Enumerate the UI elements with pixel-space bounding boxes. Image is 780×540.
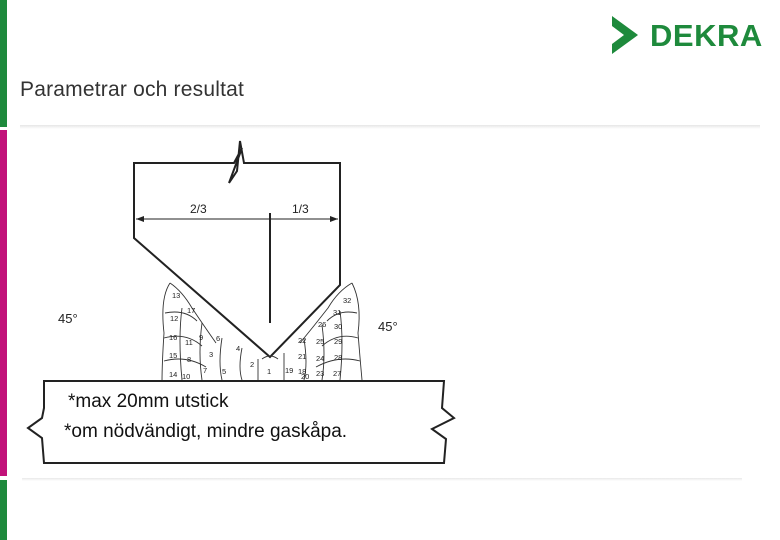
svg-text:1: 1 [267, 367, 272, 376]
svg-text:23: 23 [316, 369, 325, 378]
left-accent-bar-bottom [0, 480, 7, 540]
svg-text:11: 11 [185, 338, 193, 347]
bead-numbers-right [267, 296, 351, 381]
left-accent-bar-middle [0, 130, 7, 476]
svg-text:22: 22 [298, 336, 307, 345]
svg-text:18: 18 [298, 367, 307, 376]
svg-text:9: 9 [199, 333, 204, 342]
svg-text:28: 28 [334, 353, 343, 362]
svg-text:30: 30 [334, 322, 343, 331]
svg-text:3: 3 [209, 350, 214, 359]
svg-text:29: 29 [334, 337, 343, 346]
angle-right-label: 45° [378, 319, 398, 334]
svg-text:27: 27 [333, 369, 342, 378]
figure-bottom-divider [22, 478, 742, 481]
svg-text:17: 17 [187, 306, 196, 315]
logo-text: DEKRA [650, 18, 763, 53]
weld-beads [162, 283, 362, 383]
svg-text:7: 7 [203, 366, 208, 375]
svg-text:32: 32 [343, 296, 352, 305]
dimension-right-label: 1/3 [292, 202, 309, 216]
note-line-1: *max 20mm utstick [68, 391, 229, 412]
svg-text:2: 2 [250, 360, 255, 369]
angle-left-label: 45° [58, 311, 78, 326]
dekra-chevron-icon [606, 14, 646, 56]
svg-text:24: 24 [316, 354, 325, 363]
svg-text:15: 15 [169, 351, 178, 360]
dimension-left-label: 2/3 [190, 202, 207, 216]
weld-joint-diagram [22, 133, 470, 483]
svg-text:4: 4 [236, 344, 241, 353]
svg-text:19: 19 [285, 366, 294, 375]
header-divider [20, 125, 760, 129]
svg-text:21: 21 [298, 352, 307, 361]
svg-text:31: 31 [333, 308, 342, 317]
svg-text:14: 14 [169, 370, 178, 379]
svg-text:6: 6 [216, 334, 221, 343]
left-accent-bar-top [0, 0, 7, 127]
svg-text:20: 20 [301, 372, 310, 381]
svg-text:10: 10 [182, 372, 191, 381]
svg-text:5: 5 [222, 367, 227, 376]
svg-text:8: 8 [187, 355, 192, 364]
svg-text:26: 26 [318, 320, 327, 329]
svg-text:25: 25 [316, 337, 325, 346]
svg-text:12: 12 [170, 314, 179, 323]
slide-title: Parametrar och resultat [20, 78, 245, 101]
note-line-2: *om nödvändigt, mindre gaskåpa. [64, 421, 348, 442]
svg-text:13: 13 [172, 291, 181, 300]
plate-outline [134, 141, 343, 357]
svg-text:16: 16 [169, 333, 178, 342]
dekra-logo [606, 14, 763, 56]
